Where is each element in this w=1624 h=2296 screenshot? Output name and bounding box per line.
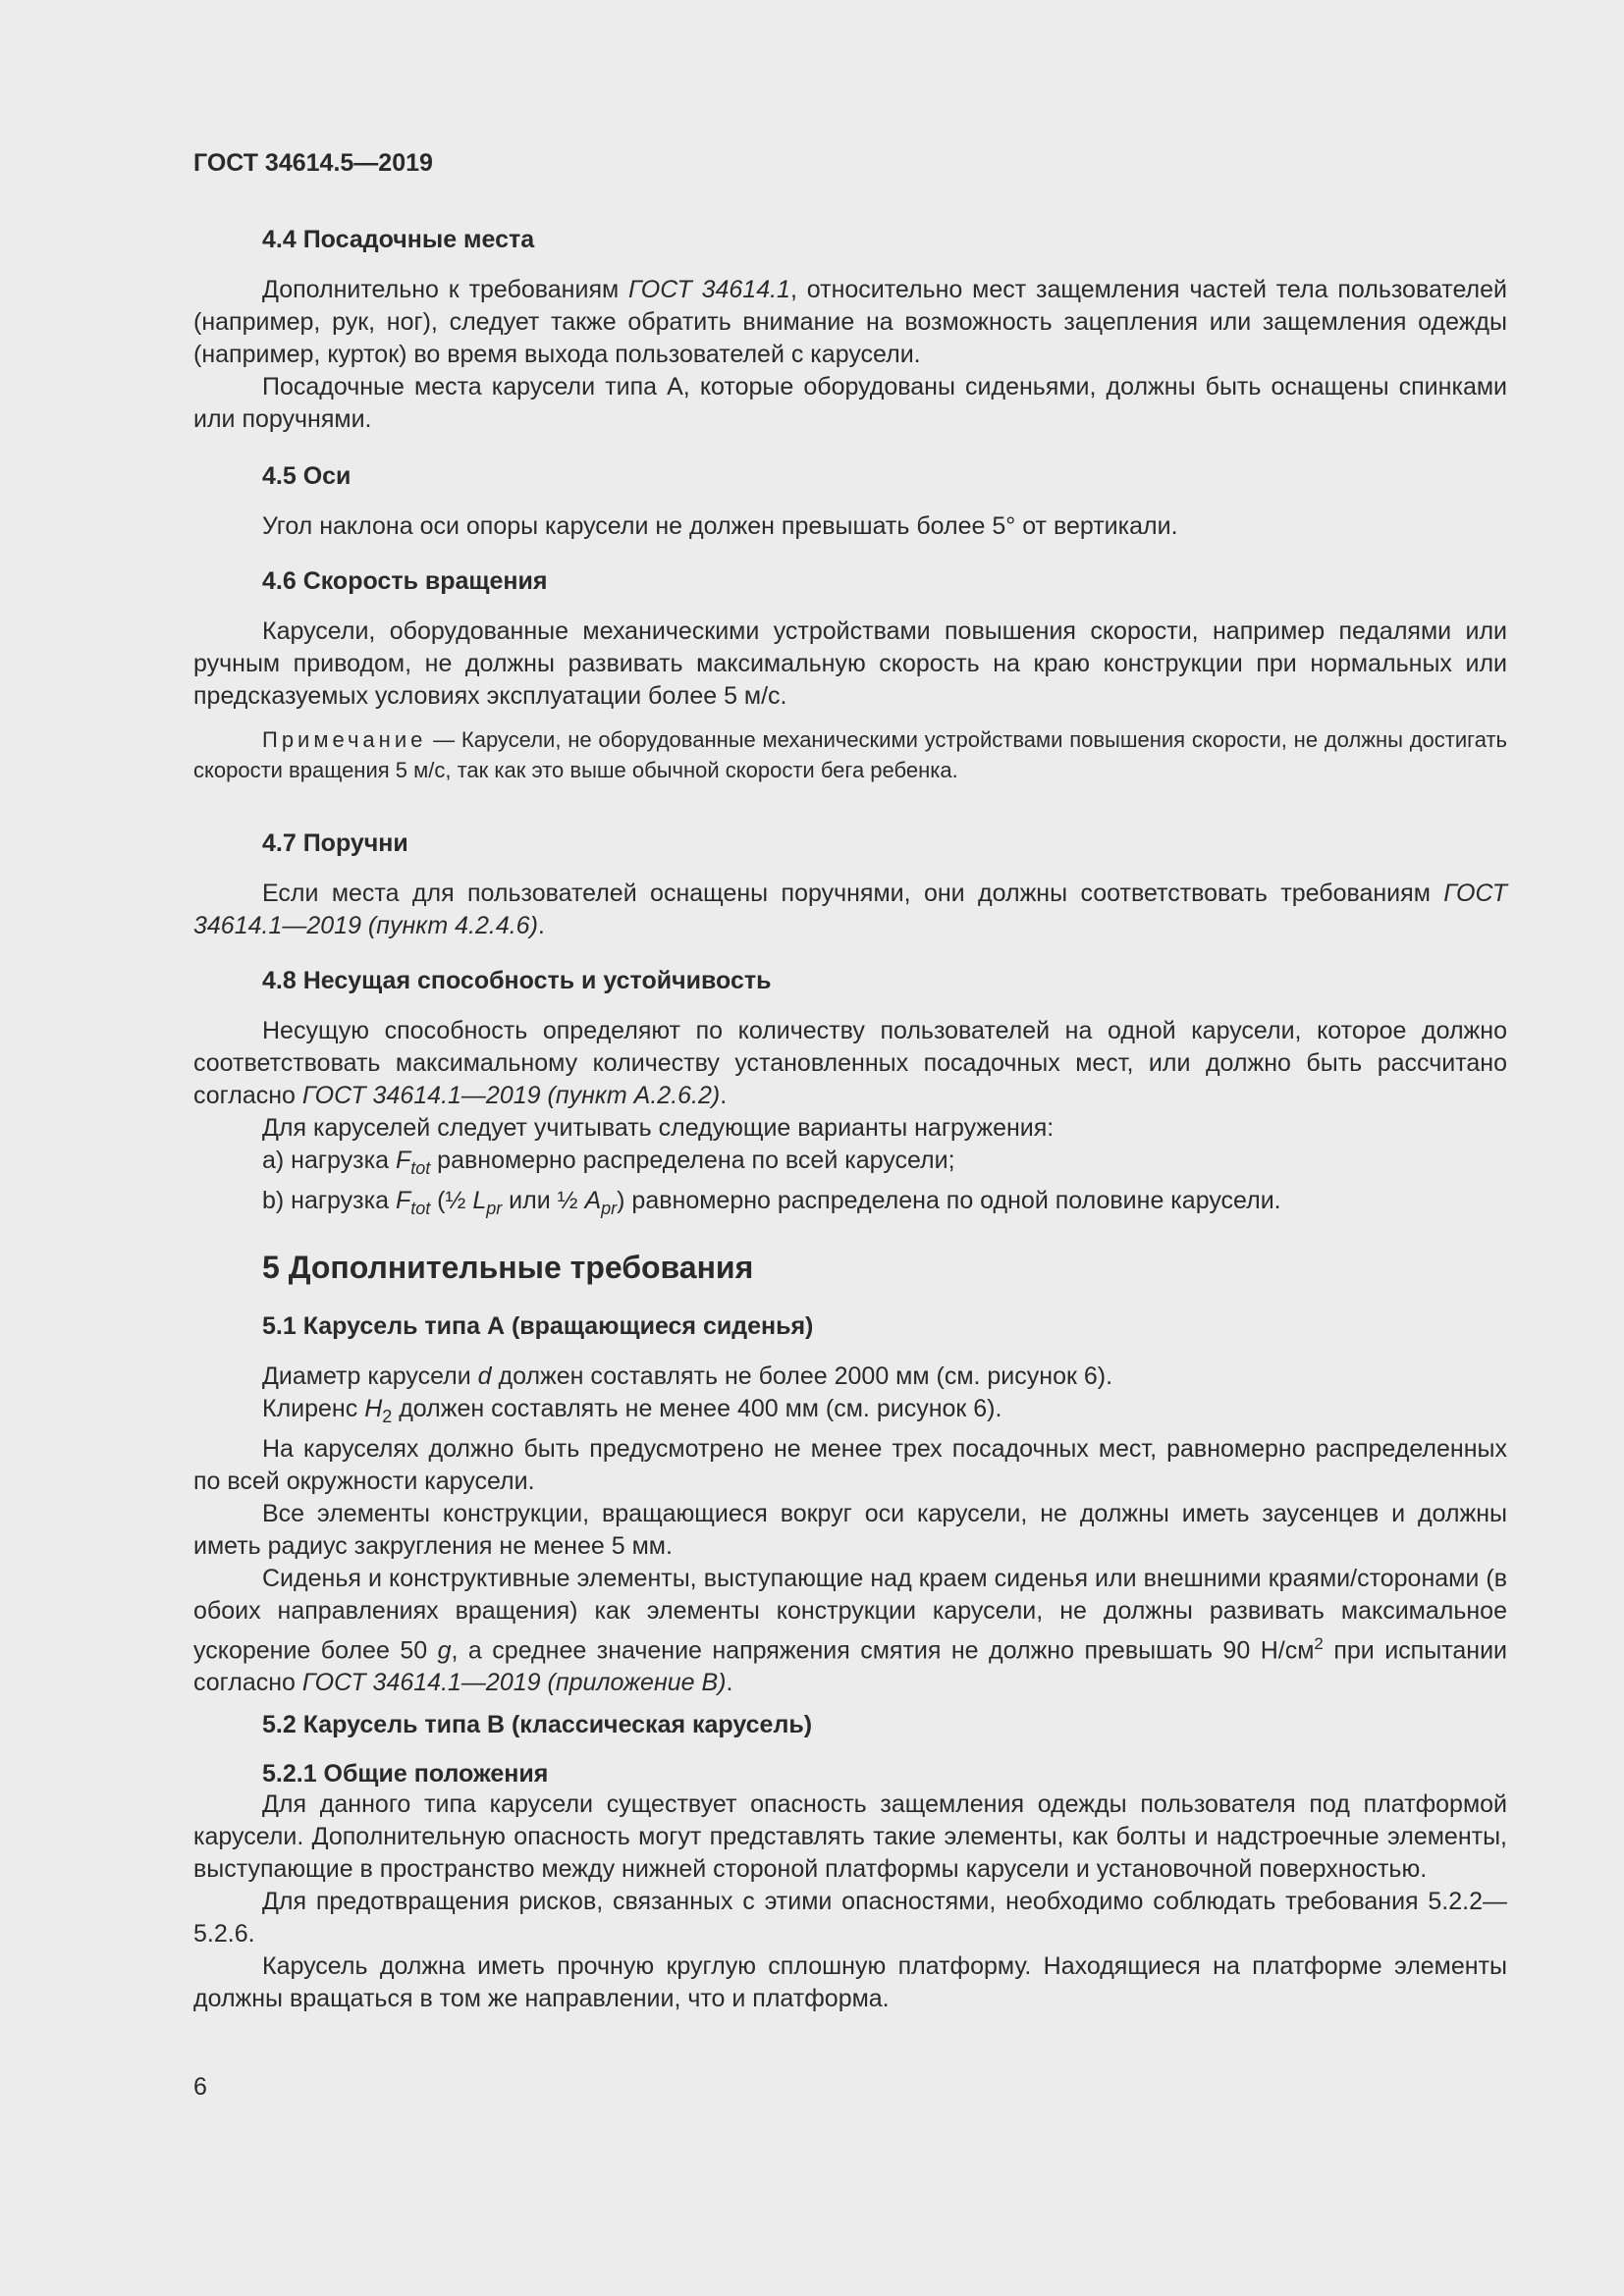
section-4-8-paragraph-2: Для каруселей следует учитывать следующие варианты нагружения: [262,1114,1055,1142]
section-5 [193,1250,1507,1286]
section-4-5 [193,462,1507,543]
gost-reference: ГОСТ 34614.1 [628,276,790,303]
section-5-2-1-paragraph-1: Для данного типа карусели существует опасность защемления одежды пользователя под платформой карусели. Дополнительную опасность могут представлять такие элементы, как болты и надстроечные элементы, выступающие в пространство между нижней стороной платформы карусели и установочной поверхностью. [193,1790,1507,1883]
section-5-1-paragraph-3: На каруселях должно быть предусмотрено не менее трех посадочных мест, равномерно распределенных по всей окружности карусели. [193,1435,1507,1495]
section-5-2-1-paragraph-3: Карусель должна иметь прочную круглую сплошную платформу. Находящиеся на платформе элементы должны вращаться в том же направлении, что и платформа. [193,1952,1507,2012]
section-4-8 [193,967,1507,1225]
section-4-7-title: 4.7 Поручни [262,829,408,857]
section-5-1-paragraph-2: Клиренс $H_2$ должен составлять не менее 400 мм (см. рисунок 6). [262,1395,1002,1426]
gost-reference: ГОСТ 34614.1—2019 (пункт А.2.6.2) [301,1082,721,1109]
section-4-4-paragraph-1: Дополнительно к требованиям ГОСТ 34614.1, относительно мест защемления частей тела пользователей (например, рук, ног), следует также обратить внимание на возможность зацепления или защемления одежды (например, курток) во время выхода пользователей с карусели. [193,276,1507,368]
section-4-7-paragraph-1: Если места для пользователей оснащены поручнями, они должны соответствовать требованиям ГОСТ 34614.1—2019 (пункт 4.2.4.6). [193,880,1507,939]
section-5-1-paragraph-4: Все элементы конструкции, вращающиеся вокруг оси карусели, не должны иметь заусенцев и должны иметь радиус закругления не менее 5 мм. [193,1500,1507,1560]
gost-reference: ГОСТ 34614.1—2019 (приложение В) [301,1669,727,1697]
section-5-2-1 [193,1760,1507,2015]
section-4-7 [193,829,1507,942]
section-5-2 [193,1711,1507,1739]
section-5-title: 5 Дополнительные требования [262,1250,754,1285]
section-4-5-paragraph-1: Угол наклона оси опоры карусели не должен превышать более 5° от вертикали. [262,512,1178,540]
section-4-4-paragraph-2: Посадочные места карусели типа А, которые оборудованы сиденьями, должны быть оснащены спинками или поручнями. [193,373,1507,433]
note-label: Примечание [262,727,427,752]
section-4-8-paragraph-1: Несущую способность определяют по количеству пользователей на одной карусели, которое должно соответствовать максимальному количеству установленных посадочных мест, или должно быть рассчитано согласно ГОСТ 34614.1—2019 (пункт А.2.6.2). [193,1017,1507,1109]
section-5-2-1-title: 5.2.1 Общие положения [262,1760,549,1788]
section-5-1-paragraph-5: Сиденья и конструктивные элементы, выступающие над краем сиденья или внешними краями/сторонами (в обоих направлениях вращения) как элементы конструкции карусели, не должны развивать максимальное ускорение более 50 g, а среднее значение напряжения смятия не должно превышать 90 $Н/см^2$ при испытании согласно ГОСТ 34614.1—2019 (приложение В). [193,1565,1507,1697]
section-5-1-paragraph-1: Диаметр карусели d должен составлять не более 2000 мм (см. рисунок 6). [262,1362,1113,1390]
section-4-4-title: 4.4 Посадочные места [262,226,535,253]
section-4-6-paragraph-1: Карусели, оборудованные механическими устройствами повышения скорости, например педалями или ручным приводом, не должны развивать максимальную скорость на краю конструкции при нормальных или предсказуемых условиях эксплуатации более 5 м/с. [193,617,1507,710]
section-5-2-title: 5.2 Карусель типа В (классическая карусель) [262,1711,813,1738]
document-header: ГОСТ 34614.5—2019 [193,149,433,177]
page-number: 6 [193,2073,207,2101]
load-case-a: а) нагрузка $F_{tot}$ равномерно распределена по всей карусели; [262,1147,955,1178]
section-5-1 [193,1312,1507,1699]
section-4-4 [193,226,1507,436]
section-4-6 [193,567,1507,785]
load-case-b: b) нагрузка $F_{tot}$ (½ $L_{pr}$ или ½ $A_{pr}$) равномерно распределена по одной половине карусели. [262,1187,1281,1218]
section-4-6-note: Примечание — Карусели, не оборудованные механическими устройствами повышения скорости, не должны достигать скорости вращения 5 м/с, так как это выше обычной скорости бега ребенка. [193,727,1507,782]
section-4-5-title: 4.5 Оси [262,462,352,490]
section-4-8-title: 4.8 Несущая способность и устойчивость [262,967,772,994]
gost-reference: ГОСТ 34614.1—2019 (пункт 4.2.4.6) [193,880,1507,939]
section-4-6-title: 4.6 Скорость вращения [262,567,548,595]
section-5-1-title: 5.1 Карусель типа А (вращающиеся сиденья) [262,1312,814,1340]
section-5-2-1-paragraph-2: Для предотвращения рисков, связанных с этими опасностями, необходимо соблюдать требования 5.2.2—5.2.6. [193,1888,1507,1948]
